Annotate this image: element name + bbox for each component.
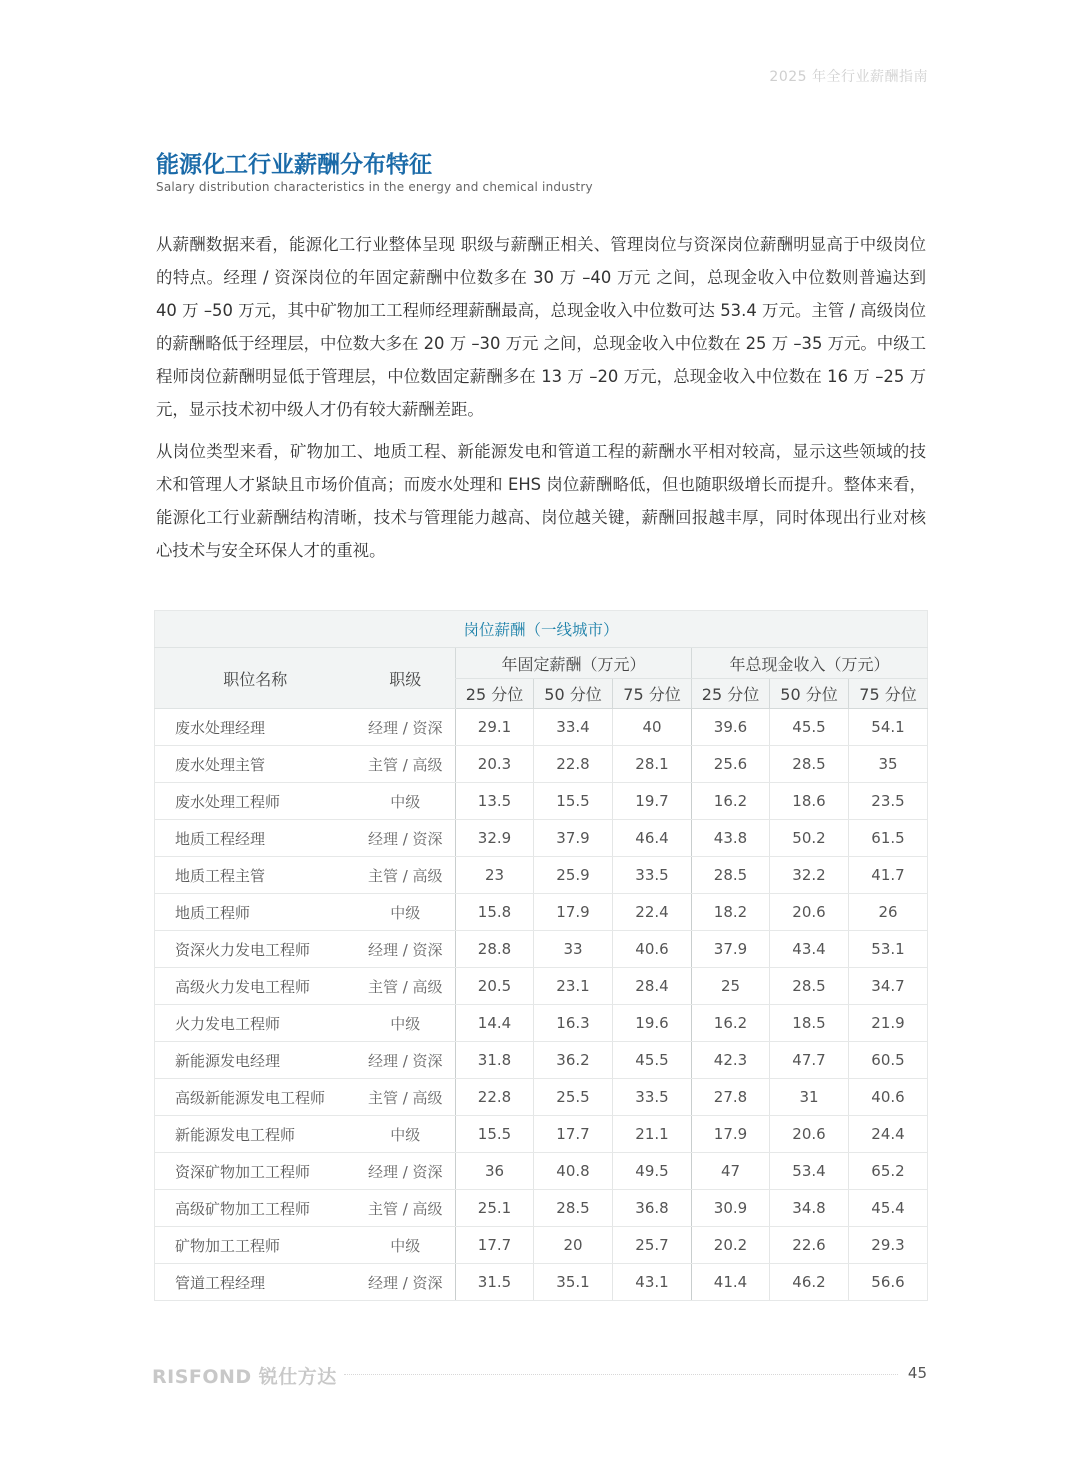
total-p25-cell: 41.4 — [692, 1264, 770, 1301]
total-p75-cell: 40.6 — [849, 1079, 928, 1116]
fixed-p50-cell: 17.9 — [534, 894, 613, 931]
fixed-p50-cell: 22.8 — [534, 746, 613, 783]
table-row — [155, 1227, 928, 1264]
fixed-p25-cell: 15.8 — [456, 894, 534, 931]
paragraph: 从薪酬数据来看，能源化工行业整体呈现 职级与薪酬正相关、管理岗位与资深岗位薪酬明显高于中级岗位 的特点。经理 / 资深岗位的年固定薪酬中位数多在 30 万 –40 万元 之间，总现金收入中位数则普遍达到 40 万 –50 万元，其中矿物加工工程师经理薪酬最高，总现金收入中位数可达 53.4 万元。主管 / 高级岗位的薪酬略低于经理层，中位数大多在 20 万 –30 万元 之间，总现金收入中位数在 25 万 –35 万元。中级工程师岗位薪酬明显低于管理层，中位数固定薪酬多在 13 万 –20 万元，总现金收入中位数在 16 万 –25 万元，显示技术初中级人才仍有较大薪酬差距。 — [156, 235, 926, 419]
section-subtitle: Salary distribution characteristics in the energy and chemical industry — [156, 180, 593, 194]
position-name-cell: 资深火力发电工程师 — [155, 931, 356, 968]
section-title: 能源化工行业薪酬分布特征 — [156, 152, 432, 178]
fixed-p25-cell: 25.1 — [456, 1190, 534, 1227]
level-cell: 主管 / 高级 — [356, 857, 456, 894]
column-header-name: 职位名称 — [155, 648, 356, 709]
total-p25-cell: 25.6 — [692, 746, 770, 783]
fixed-p50-cell: 16.3 — [534, 1005, 613, 1042]
table-body — [155, 709, 928, 1301]
table-row — [155, 746, 928, 783]
position-name-cell: 高级火力发电工程师 — [155, 968, 356, 1005]
fixed-p75-cell: 46.4 — [613, 820, 692, 857]
total-p25-cell: 42.3 — [692, 1042, 770, 1079]
total-p75-cell: 53.1 — [849, 931, 928, 968]
fixed-p50-cell: 20 — [534, 1227, 613, 1264]
fixed-p50-cell: 33.4 — [534, 709, 613, 746]
level-cell: 主管 / 高级 — [356, 746, 456, 783]
total-p50-cell: 50.2 — [770, 820, 849, 857]
table-row — [155, 1005, 928, 1042]
total-p25-cell: 30.9 — [692, 1190, 770, 1227]
total-p75-cell: 24.4 — [849, 1116, 928, 1153]
total-p50-cell: 53.4 — [770, 1153, 849, 1190]
percentile-header: 25 分位 — [692, 679, 770, 709]
position-name-cell: 矿物加工工程师 — [155, 1227, 356, 1264]
total-p75-cell: 21.9 — [849, 1005, 928, 1042]
table-row — [155, 968, 928, 1005]
position-name-cell: 高级新能源发电工程师 — [155, 1079, 356, 1116]
fixed-p25-cell: 29.1 — [456, 709, 534, 746]
salary-table — [154, 610, 928, 1301]
body-text — [156, 228, 926, 576]
position-name-cell: 火力发电工程师 — [155, 1005, 356, 1042]
fixed-p25-cell: 17.7 — [456, 1227, 534, 1264]
fixed-p50-cell: 37.9 — [534, 820, 613, 857]
fixed-p50-cell: 25.9 — [534, 857, 613, 894]
fixed-p75-cell: 45.5 — [613, 1042, 692, 1079]
table-row — [155, 820, 928, 857]
total-p25-cell: 18.2 — [692, 894, 770, 931]
fixed-p50-cell: 36.2 — [534, 1042, 613, 1079]
total-p50-cell: 28.5 — [770, 746, 849, 783]
position-name-cell: 地质工程师 — [155, 894, 356, 931]
fixed-p75-cell: 19.7 — [613, 783, 692, 820]
total-p25-cell: 25 — [692, 968, 770, 1005]
fixed-p75-cell: 43.1 — [613, 1264, 692, 1301]
table-row — [155, 894, 928, 931]
total-p50-cell: 43.4 — [770, 931, 849, 968]
level-cell: 主管 / 高级 — [356, 968, 456, 1005]
position-name-cell: 新能源发电工程师 — [155, 1116, 356, 1153]
total-p50-cell: 46.2 — [770, 1264, 849, 1301]
level-cell: 经理 / 资深 — [356, 1042, 456, 1079]
fixed-p75-cell: 49.5 — [613, 1153, 692, 1190]
fixed-p25-cell: 31.5 — [456, 1264, 534, 1301]
level-cell: 中级 — [356, 1227, 456, 1264]
position-name-cell: 废水处理主管 — [155, 746, 356, 783]
total-p75-cell: 56.6 — [849, 1264, 928, 1301]
fixed-p50-cell: 28.5 — [534, 1190, 613, 1227]
total-p50-cell: 28.5 — [770, 968, 849, 1005]
total-p25-cell: 39.6 — [692, 709, 770, 746]
page-number: 45 — [907, 1364, 927, 1382]
footer-logo: RISFOND 锐仕方达 — [152, 1366, 337, 1388]
section-title-block — [156, 150, 593, 194]
fixed-p25-cell: 28.8 — [456, 931, 534, 968]
fixed-p75-cell: 40.6 — [613, 931, 692, 968]
fixed-p75-cell: 19.6 — [613, 1005, 692, 1042]
paragraph: 从岗位类型来看，矿物加工、地质工程、新能源发电和管道工程的薪酬水平相对较高，显示这些领域的技术和管理人才紧缺且市场价值高；而废水处理和 EHS 岗位薪酬略低，但也随职级增长而提升。整体来看，能源化工行业薪酬结构清晰，技术与管理能力越高、岗位越关键，薪酬回报越丰厚，同时体现出行业对核心技术与安全环保人才的重视。 — [156, 442, 926, 560]
fixed-p50-cell: 17.7 — [534, 1116, 613, 1153]
total-p75-cell: 60.5 — [849, 1042, 928, 1079]
total-p50-cell: 18.5 — [770, 1005, 849, 1042]
total-p75-cell: 35 — [849, 746, 928, 783]
fixed-p75-cell: 33.5 — [613, 1079, 692, 1116]
total-p25-cell: 43.8 — [692, 820, 770, 857]
position-name-cell: 废水处理经理 — [155, 709, 356, 746]
total-p50-cell: 31 — [770, 1079, 849, 1116]
table-row — [155, 709, 928, 746]
fixed-p25-cell: 36 — [456, 1153, 534, 1190]
total-p75-cell: 54.1 — [849, 709, 928, 746]
percentile-header: 25 分位 — [456, 679, 534, 709]
fixed-p75-cell: 40 — [613, 709, 692, 746]
total-p50-cell: 34.8 — [770, 1190, 849, 1227]
level-cell: 主管 / 高级 — [356, 1079, 456, 1116]
fixed-p50-cell: 33 — [534, 931, 613, 968]
fixed-p50-cell: 15.5 — [534, 783, 613, 820]
position-name-cell: 管道工程经理 — [155, 1264, 356, 1301]
percentile-header: 75 分位 — [849, 679, 928, 709]
report-header-title: 2025 年全行业薪酬指南 — [769, 69, 928, 85]
total-p75-cell: 34.7 — [849, 968, 928, 1005]
fixed-p50-cell: 25.5 — [534, 1079, 613, 1116]
total-p75-cell: 23.5 — [849, 783, 928, 820]
total-p75-cell: 41.7 — [849, 857, 928, 894]
fixed-p75-cell: 33.5 — [613, 857, 692, 894]
column-header-level: 职级 — [356, 648, 456, 709]
total-p25-cell: 17.9 — [692, 1116, 770, 1153]
table-row — [155, 1042, 928, 1079]
fixed-p75-cell: 28.4 — [613, 968, 692, 1005]
fixed-p25-cell: 15.5 — [456, 1116, 534, 1153]
level-cell: 经理 / 资深 — [356, 820, 456, 857]
total-p50-cell: 22.6 — [770, 1227, 849, 1264]
fixed-p50-cell: 35.1 — [534, 1264, 613, 1301]
fixed-p75-cell: 21.1 — [613, 1116, 692, 1153]
total-p50-cell: 20.6 — [770, 1116, 849, 1153]
position-name-cell: 废水处理工程师 — [155, 783, 356, 820]
table-caption: 岗位薪酬（一线城市） — [155, 611, 928, 648]
fixed-p75-cell: 22.4 — [613, 894, 692, 931]
level-cell: 中级 — [356, 783, 456, 820]
position-name-cell: 地质工程主管 — [155, 857, 356, 894]
total-p25-cell: 27.8 — [692, 1079, 770, 1116]
fixed-p25-cell: 22.8 — [456, 1079, 534, 1116]
total-p25-cell: 16.2 — [692, 1005, 770, 1042]
level-cell: 经理 / 资深 — [356, 709, 456, 746]
total-p50-cell: 45.5 — [770, 709, 849, 746]
table-row — [155, 1079, 928, 1116]
total-p75-cell: 61.5 — [849, 820, 928, 857]
table-row — [155, 857, 928, 894]
percentile-header: 50 分位 — [770, 679, 849, 709]
fixed-p25-cell: 20.5 — [456, 968, 534, 1005]
total-p50-cell: 20.6 — [770, 894, 849, 931]
fixed-p25-cell: 32.9 — [456, 820, 534, 857]
table-row — [155, 1264, 928, 1301]
level-cell: 中级 — [356, 1005, 456, 1042]
level-cell: 中级 — [356, 894, 456, 931]
position-name-cell: 地质工程经理 — [155, 820, 356, 857]
total-p50-cell: 47.7 — [770, 1042, 849, 1079]
total-p25-cell: 20.2 — [692, 1227, 770, 1264]
total-p75-cell: 45.4 — [849, 1190, 928, 1227]
total-p75-cell: 65.2 — [849, 1153, 928, 1190]
total-p50-cell: 18.6 — [770, 783, 849, 820]
table-row — [155, 1190, 928, 1227]
fixed-p25-cell: 20.3 — [456, 746, 534, 783]
total-p25-cell: 28.5 — [692, 857, 770, 894]
footer-divider — [344, 1374, 898, 1375]
total-p25-cell: 47 — [692, 1153, 770, 1190]
fixed-p25-cell: 13.5 — [456, 783, 534, 820]
level-cell: 经理 / 资深 — [356, 1153, 456, 1190]
level-cell: 中级 — [356, 1116, 456, 1153]
level-cell: 经理 / 资深 — [356, 931, 456, 968]
salary-table-container — [154, 610, 927, 1301]
table-row — [155, 783, 928, 820]
fixed-p75-cell: 25.7 — [613, 1227, 692, 1264]
group-header-total: 年总现金收入（万元） — [692, 648, 928, 679]
level-cell: 经理 / 资深 — [356, 1264, 456, 1301]
table-row — [155, 1153, 928, 1190]
fixed-p25-cell: 23 — [456, 857, 534, 894]
group-header-fixed: 年固定薪酬（万元） — [456, 648, 692, 679]
position-name-cell: 高级矿物加工工程师 — [155, 1190, 356, 1227]
position-name-cell: 新能源发电经理 — [155, 1042, 356, 1079]
fixed-p50-cell: 40.8 — [534, 1153, 613, 1190]
fixed-p25-cell: 14.4 — [456, 1005, 534, 1042]
fixed-p50-cell: 23.1 — [534, 968, 613, 1005]
fixed-p75-cell: 36.8 — [613, 1190, 692, 1227]
total-p25-cell: 37.9 — [692, 931, 770, 968]
total-p75-cell: 29.3 — [849, 1227, 928, 1264]
percentile-header: 50 分位 — [534, 679, 613, 709]
table-row — [155, 931, 928, 968]
total-p50-cell: 32.2 — [770, 857, 849, 894]
fixed-p75-cell: 28.1 — [613, 746, 692, 783]
fixed-p25-cell: 31.8 — [456, 1042, 534, 1079]
position-name-cell: 资深矿物加工工程师 — [155, 1153, 356, 1190]
level-cell: 主管 / 高级 — [356, 1190, 456, 1227]
total-p75-cell: 26 — [849, 894, 928, 931]
percentile-header: 75 分位 — [613, 679, 692, 709]
total-p25-cell: 16.2 — [692, 783, 770, 820]
table-row — [155, 1116, 928, 1153]
